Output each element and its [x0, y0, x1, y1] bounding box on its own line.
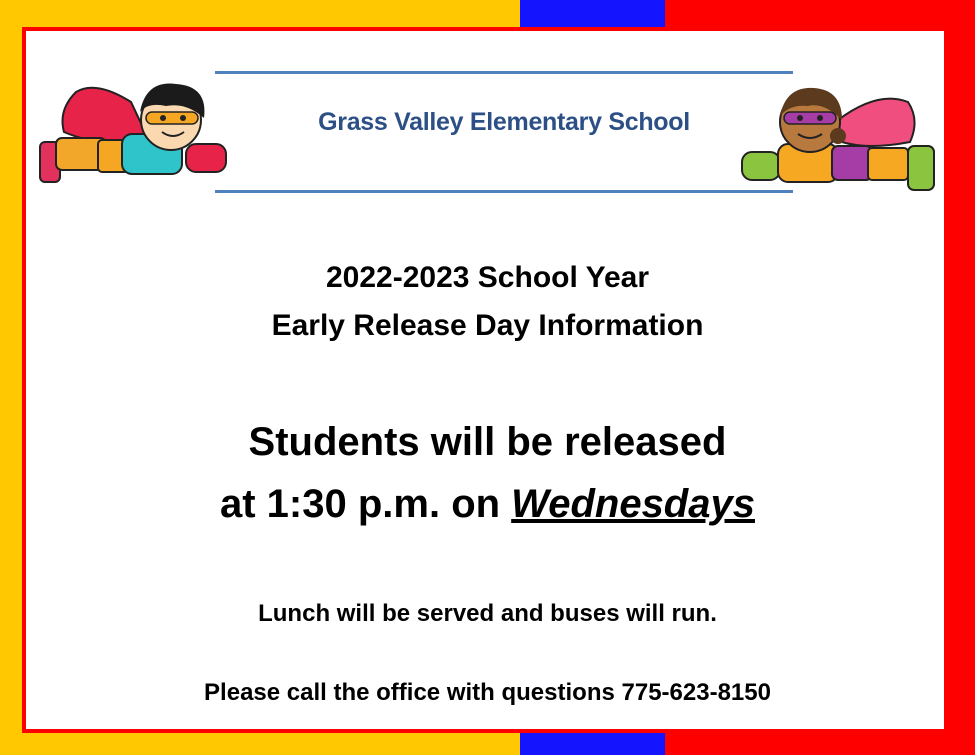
frame-bottom-red: [665, 733, 975, 755]
early-release-heading: Early Release Day Information: [271, 309, 704, 342]
flying-superhero-boy-icon: [36, 72, 232, 198]
frame-right-red: [948, 0, 975, 755]
frame-top-red: [665, 0, 975, 27]
release-time-line: [30, 482, 945, 527]
banner-bottom-rule: [215, 190, 793, 193]
banner-top-rule: [215, 71, 793, 74]
release-time: at 1:30 p.m. on: [220, 482, 512, 526]
frame-left-yellow: [0, 0, 22, 755]
frame-bottom-yellow: [0, 733, 520, 755]
release-statement: Students will be released: [248, 420, 727, 464]
contact-note: Please call the office with questions 775-623-8150: [204, 679, 771, 706]
frame-top-blue: [520, 0, 665, 27]
flying-superhero-girl-icon: [738, 80, 948, 206]
frame-bottom-blue: [520, 733, 665, 755]
school-name: Grass Valley Elementary School: [318, 108, 690, 136]
release-day: Wednesdays: [511, 482, 755, 526]
school-year-heading: 2022-2023 School Year: [326, 261, 649, 294]
frame-top-yellow: [0, 0, 520, 27]
lunch-bus-note: Lunch will be served and buses will run.: [258, 600, 717, 627]
